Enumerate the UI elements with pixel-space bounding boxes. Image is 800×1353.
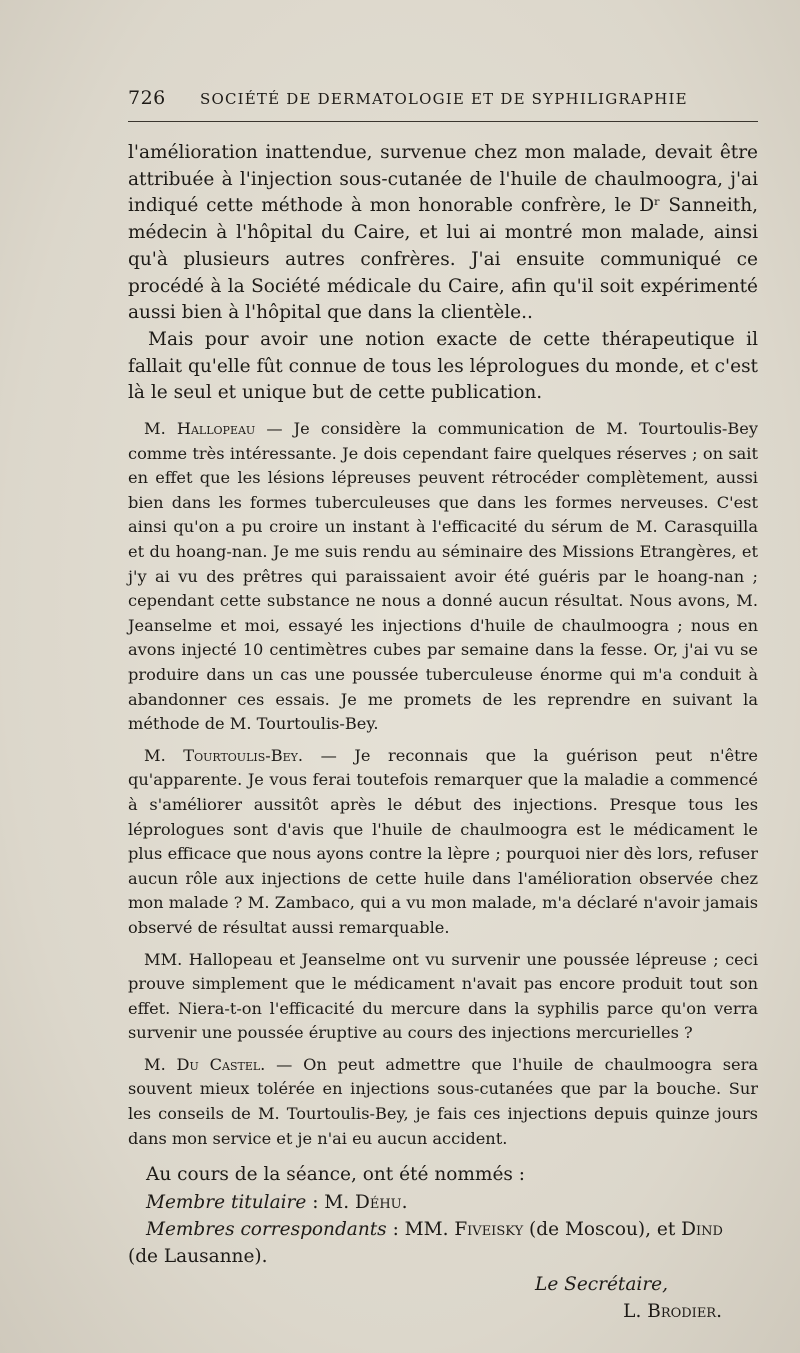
speaker-name: Hallopeau (176, 419, 256, 439)
titular-name: Déhu (355, 1191, 402, 1213)
article-body (128, 140, 758, 1326)
discussion-tourtoulis-continued (128, 948, 758, 1046)
correspondant-name-2: Dind (681, 1219, 723, 1241)
speaker-remarks: — On peut admettre que l'huile de chaulmoogra sera souvent mieux tolérée en injections sous-cutanées que par la bouche. Sur les conseils de M. Tourtoulis-Bey, je fais ces injections depuis quinze jours dans mon service et je n'ai eu aucun accident. (128, 1054, 759, 1148)
header-rule (128, 121, 758, 122)
correspondant-name-1: Fiveisky (454, 1219, 524, 1241)
speaker-remarks: — Je reconnais que la guérison peut n'être qu'apparente. Je vous ferai toutefois remarquer que la maladie a commencé à s'améliorer aussitôt après le début des injections. Presque tous les léprologues sont d'avis que l'huile de chaulmoogra est le médicament le plus efficace que nous ayons contre la lèpre ; pourquoi nier dès lors, refuser aucun rôle aux injections de cette huile dans l'amélioration observée chez mon malade ? M. Zambaco, qui a vu mon malade, m'a déclaré n'avoir jamais observé de résultat aussi remarquable. (128, 745, 758, 937)
nomination-correspondants: Membres correspondants : MM. Fiveisky (de Moscou), et Dind (146, 1219, 723, 1241)
paragraph-continuation: l'amélioration inattendue, survenue chez mon malade, devait être attribuée à l'injection sous-cutanée de l'huile de chaulmoogra, j'ai indiqué cette méthode à mon honorable confrère, le Dʳ Sanneith, médecin à l'hôpital du Caire, et lui ai montré mon malade, ainsi qu'à plusieurs autres confrères. J'ai ensuite communiqué ce procédé à la Société médicale du Caire, afin qu'il soit expérimenté aussi bien à l'hôpital que dans la clientèle.. (128, 142, 758, 324)
speaker-name: Du Castel. (176, 1054, 266, 1074)
signature-block (128, 1271, 758, 1326)
speaker-prefix: M. (144, 745, 184, 765)
running-title: SOCIÉTÉ DE DERMATOLOGIE ET DE SYPHILIGRAPHIE (200, 90, 688, 108)
speaker-remarks: — Je considère la communication de M. Tourtoulis-Bey comme très intéressante. Je dois cependant faire quelques réserves ; on sait en effet que les lésions lépreuses peuvent rétrocéder complètement, aussi bien dans les formes tuberculeuses que dans les formes nerveuses. C'est ainsi qu'on a pu croire un instant à l'efficacité du sérum de M. Carasquilla et du hoang-nan. Je me suis rendu au séminaire des Missions Etrangères, et j'y ai vu des prêtres qui paraissaient avoir été guéris par le hoang-nan ; cependant cette substance ne nous a donné aucun résultat. Nous avons, M. Jeanselme et moi, essayé les injections d'huile de chaulmoogra ; nous en avons injecté 10 centimètres cubes par semaine dans la fesse. Or, j'ai vu se produire dans un cas une poussée tuberculeuse énorme qui m'a conduit à abandonner ces essais. Je me promets de les reprendre en suivant la méthode de M. Tourtoulis-Bey. (128, 419, 758, 734)
nominations-intro: Au cours de la séance, ont été nommés : (146, 1164, 526, 1186)
speaker-remarks: MM. Hallopeau et Jeanselme ont vu survenir une poussée lépreuse ; ceci prouve simplement que le médicament n'avait pas encore produit tout son effet. Niera-t-on l'efficacité du mercure dans la syphilis parce qu'on verra survenir une poussée éruptive au cours des injections mercurielles ? (128, 949, 758, 1043)
nomination-titular: Membre titulaire : M. Déhu. (146, 1191, 408, 1213)
secretary-title: Le Secrétaire, (535, 1273, 668, 1295)
discussion-hallopeau (128, 417, 758, 737)
paragraph-purpose: Mais pour avoir une notion exacte de cette thérapeutique il fallait qu'elle fût connue de tous les léprologues du monde, et c'est là le seul et unique but de cette publication. (128, 328, 758, 404)
page-number: 726 (128, 87, 166, 109)
correspondants-label: Membres correspondants (146, 1219, 387, 1241)
discussion-section (128, 417, 758, 1151)
discussion-tourtoulis (128, 744, 758, 941)
page-header (128, 87, 756, 115)
speaker-name: Tourtoulis-Bey. (183, 745, 304, 765)
nominations-section (128, 1161, 758, 1325)
secretary-name: L. Brodier. (623, 1301, 722, 1323)
nomination-correspondants-end: (de Lausanne). (128, 1246, 268, 1268)
speaker-prefix: M. (144, 419, 177, 439)
speaker-prefix: M. (144, 1054, 177, 1074)
discussion-du-castel (128, 1053, 758, 1151)
titular-label: Membre titulaire (146, 1191, 307, 1213)
article-conclusion (128, 140, 758, 407)
